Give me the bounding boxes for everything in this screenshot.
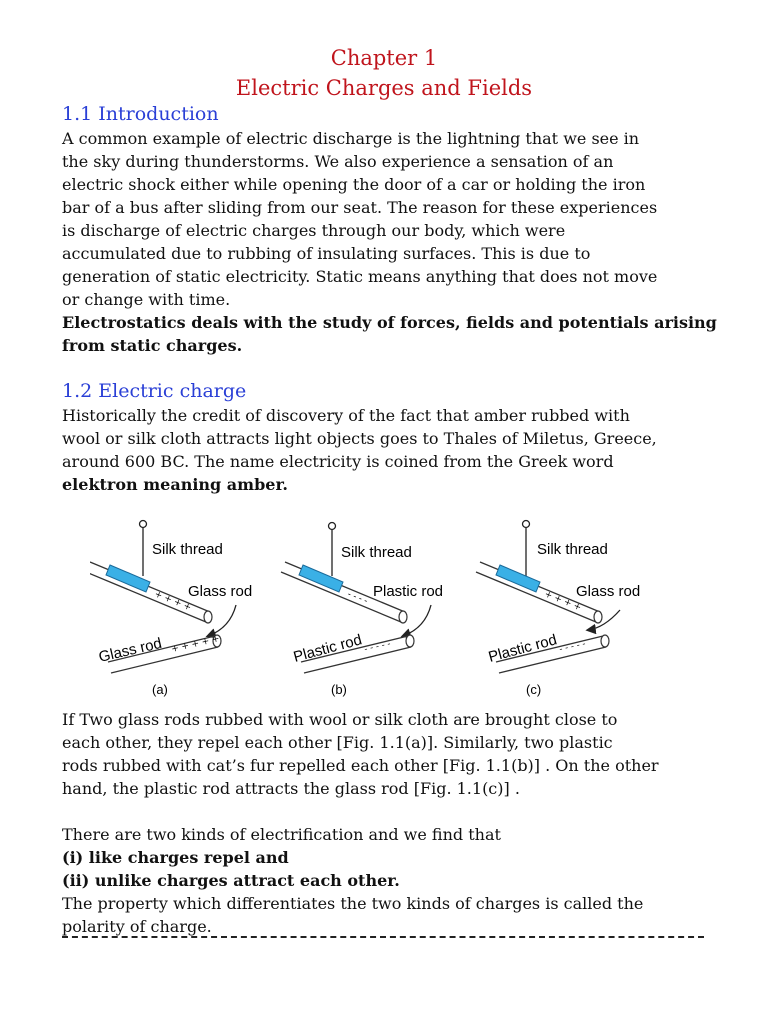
electrification-paragraph bbox=[62, 823, 712, 938]
figure-caption: (c) bbox=[526, 682, 542, 697]
text-line: generation of static electricity. Static means anything that does not move bbox=[62, 267, 658, 286]
text-line: wool or silk cloth attracts light objects goes to Thales of Miletus, Greece, bbox=[62, 429, 657, 448]
charge-sign-label: + + + + bbox=[152, 589, 193, 614]
rod-end bbox=[406, 635, 414, 647]
silk-thread-label: Silk thread bbox=[537, 541, 608, 558]
text-line: The property which differentiates the two kinds of charges is called the bbox=[62, 894, 644, 913]
bold-text-line: Electrostatics deals with the study of forces, fields and potentials arising bbox=[62, 313, 717, 332]
text-line: the sky during thunderstorms. We also experience a sensation of an bbox=[62, 152, 614, 171]
rod-end bbox=[601, 635, 609, 647]
text-line: There are two kinds of electrification and we find that bbox=[62, 825, 501, 844]
rod-end bbox=[594, 611, 602, 623]
bold-text-line: (i) like charges repel and bbox=[62, 848, 289, 867]
hanging-rod-label: Glass rod bbox=[188, 583, 253, 600]
figure-explanation-paragraph bbox=[62, 708, 712, 800]
bold-text-line: elektron meaning amber. bbox=[62, 475, 288, 494]
text-line: If Two glass rods rubbed with wool or silk cloth are brought close to bbox=[62, 710, 618, 729]
chapter-title: Electric Charges and Fields bbox=[235, 76, 533, 100]
lower-rod-label: Plastic rod bbox=[291, 631, 364, 666]
rod-end bbox=[399, 611, 407, 623]
figure-caption: (b) bbox=[331, 682, 347, 697]
text-line: hand, the plastic rod attracts the glass rod [Fig. 1.1(c)] . bbox=[62, 779, 520, 798]
text-line: each other, they repel each other [Fig. 1.1(a)]. Similarly, two plastic bbox=[62, 733, 613, 752]
section-divider bbox=[62, 936, 704, 938]
text-line: Historically the credit of discovery of the fact that amber rubbed with bbox=[62, 406, 630, 425]
lower-rod-label: Plastic rod bbox=[486, 631, 559, 666]
figure-panel-c bbox=[476, 521, 640, 698]
motion-arrow-icon bbox=[403, 605, 431, 636]
text-line: is discharge of electric charges through our body, which were bbox=[62, 221, 566, 240]
text-line: polarity of charge. bbox=[62, 917, 212, 936]
charge-sign-label: - - - - - bbox=[363, 639, 392, 655]
hanging-rod-label: Plastic rod bbox=[373, 583, 444, 600]
thread-hook-icon bbox=[523, 521, 530, 528]
silk-sleeve bbox=[496, 565, 540, 592]
text-line: A common example of electric discharge is the lightning that we see in bbox=[62, 129, 640, 148]
text-line: electric shock either while opening the door of a car or holding the iron bbox=[62, 175, 646, 194]
section-heading-electric-charge: 1.2 Electric charge bbox=[62, 380, 247, 402]
bold-text-line: from static charges. bbox=[62, 336, 243, 355]
text-line: accumulated due to rubbing of insulating surfaces. This is due to bbox=[62, 244, 591, 263]
chapter-number: Chapter 1 bbox=[330, 46, 438, 70]
figure-panel-a bbox=[90, 521, 252, 698]
charge-sign-label: + + + + bbox=[542, 589, 583, 614]
thread-hook-icon bbox=[140, 521, 147, 528]
charge-sign-label: - - - - - bbox=[558, 639, 587, 655]
charged-rods-figure bbox=[90, 510, 690, 702]
silk-thread-label: Silk thread bbox=[341, 544, 412, 561]
figure-caption: (a) bbox=[152, 682, 168, 697]
text-line: around 600 BC. The name electricity is coined from the Greek word bbox=[62, 452, 614, 471]
text-line: bar of a bus after sliding from our seat. The reason for these experiences bbox=[62, 198, 658, 217]
bold-text-line: (ii) unlike charges attract each other. bbox=[62, 871, 400, 890]
intro-paragraph bbox=[62, 127, 717, 357]
lower-rod-label: Glass rod bbox=[97, 634, 164, 666]
charge-paragraph bbox=[62, 404, 712, 496]
motion-arrow-icon bbox=[208, 605, 236, 636]
rod-end bbox=[204, 611, 212, 623]
silk-sleeve bbox=[299, 565, 343, 592]
silk-thread-label: Silk thread bbox=[152, 541, 223, 558]
charge-sign-label: + + + + + bbox=[170, 634, 221, 655]
section-heading-introduction: 1.1 Introduction bbox=[62, 103, 219, 125]
charge-sign-label: - - - - bbox=[345, 589, 369, 607]
figure-panel-b bbox=[281, 523, 443, 698]
thread-hook-icon bbox=[329, 523, 336, 530]
hanging-rod-label: Glass rod bbox=[576, 583, 641, 600]
text-line: or change with time. bbox=[62, 290, 231, 309]
text-line: rods rubbed with cat’s fur repelled each other [Fig. 1.1(b)] . On the other bbox=[62, 756, 659, 775]
